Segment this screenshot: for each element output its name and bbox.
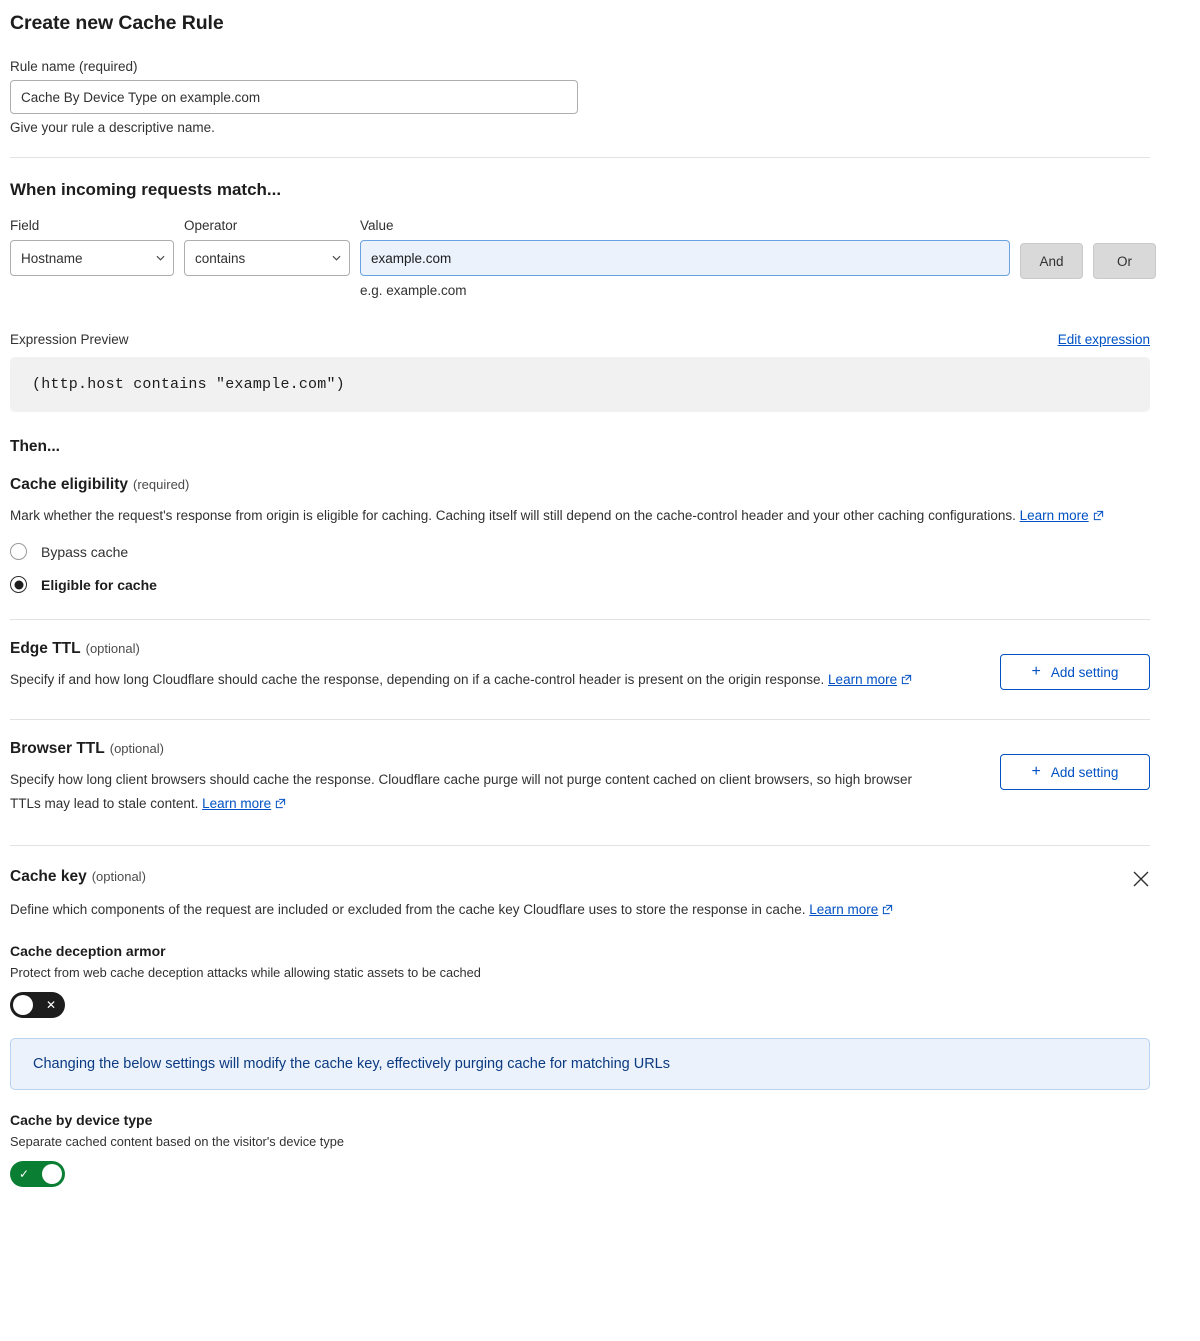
cache-deception-armor-toggle[interactable] <box>10 992 65 1018</box>
field-select-value: Hostname <box>21 250 83 266</box>
operator-select[interactable] <box>184 240 350 276</box>
edge-ttl-title: Edge TTL <box>10 640 81 658</box>
browser-ttl-description-text: Specify how long client browsers should cache the response. Cloudflare cache purge will not purge content cached on client browsers, so high browser TTLs may lead to stale content. <box>10 772 913 811</box>
plus-icon: + <box>1031 763 1041 781</box>
cache-key-title: Cache key <box>10 867 87 885</box>
toggle-knob <box>42 1164 62 1184</box>
value-column <box>360 218 1010 298</box>
operator-label: Operator <box>184 218 238 233</box>
operator-column <box>184 218 350 276</box>
plus-icon: + <box>1031 663 1041 681</box>
rule-name-label: Rule name (required) <box>10 59 138 74</box>
radio-bypass-cache[interactable] <box>10 543 1150 560</box>
radio-bypass-cache-label: Bypass cache <box>41 543 129 560</box>
radio-eligible-for-cache-indicator <box>10 576 27 593</box>
cache-by-device-type-title: Cache by device type <box>10 1112 153 1129</box>
operator-select-wrap <box>184 240 350 276</box>
or-button[interactable]: Or <box>1093 243 1156 279</box>
cache-key-title-group <box>10 868 146 886</box>
external-link-icon <box>901 674 912 685</box>
divider-after-edge-ttl <box>10 719 1150 720</box>
radio-eligible-for-cache[interactable] <box>10 576 1150 593</box>
edge-ttl-left <box>10 640 980 691</box>
cache-eligibility-learn-more-link[interactable]: Learn more <box>1019 508 1089 523</box>
toggle-on-icon: ✓ <box>19 1167 30 1182</box>
cache-key-learn-more-link[interactable]: Learn more <box>809 901 879 917</box>
edge-ttl-section <box>10 640 1150 691</box>
value-label: Value <box>360 218 394 233</box>
browser-ttl-add-setting-label: Add setting <box>1050 764 1119 780</box>
and-button[interactable]: And <box>1020 243 1083 279</box>
cache-eligibility-note: (required) <box>133 477 190 492</box>
rule-name-section <box>10 59 1150 135</box>
match-heading: When incoming requests match... <box>10 180 282 199</box>
expression-code: (http.host contains "example.com") <box>10 357 1150 412</box>
browser-ttl-header <box>10 740 980 758</box>
cache-key-section <box>10 868 1150 1187</box>
and-or-buttons <box>1020 218 1156 279</box>
match-builder-row <box>10 218 1150 298</box>
close-icon[interactable] <box>1132 870 1150 888</box>
edge-ttl-add-setting-label: Add setting <box>1050 664 1119 680</box>
expression-preview-section <box>10 332 1150 412</box>
edge-ttl-description <box>10 668 950 691</box>
toggle-off-icon: ✕ <box>45 998 56 1013</box>
browser-ttl-left <box>10 740 980 814</box>
external-link-icon <box>1093 510 1104 521</box>
divider-after-browser-ttl <box>10 845 1150 846</box>
cache-eligibility-title: Cache eligibility <box>10 476 129 493</box>
field-select[interactable] <box>10 240 174 276</box>
browser-ttl-note: (optional) <box>109 741 164 757</box>
then-heading: Then... <box>10 438 60 455</box>
operator-select-value: contains <box>195 250 246 266</box>
external-link-icon <box>275 798 286 809</box>
edge-ttl-add-setting-button[interactable] <box>1000 654 1150 690</box>
rule-name-help: Give your rule a descriptive name. <box>10 120 215 135</box>
browser-ttl-title: Browser TTL <box>10 740 105 758</box>
radio-eligible-for-cache-label: Eligible for cache <box>41 576 157 593</box>
radio-bypass-cache-indicator <box>10 543 27 560</box>
cache-eligibility-section <box>10 476 1150 593</box>
cache-key-header <box>10 868 1150 888</box>
cache-eligibility-header <box>10 476 1150 494</box>
cache-by-device-type-description: Separate cached content based on the visitor's device type <box>10 1134 344 1150</box>
edge-ttl-description-text: Specify if and how long Cloudflare should cache the response, depending on if a cache-control header is present on the origin response. <box>10 672 825 688</box>
toggle-knob <box>13 995 33 1015</box>
expression-header <box>10 332 1150 347</box>
cache-deception-armor-title: Cache deception armor <box>10 943 166 960</box>
edit-expression-link[interactable]: Edit expression <box>1057 332 1150 347</box>
divider-after-rule-name <box>10 157 1150 158</box>
browser-ttl-description <box>10 768 940 814</box>
browser-ttl-section <box>10 740 1150 814</box>
field-column <box>10 218 174 276</box>
rule-name-input[interactable] <box>10 80 578 114</box>
edge-ttl-learn-more-link[interactable]: Learn more <box>828 672 898 688</box>
field-select-wrap <box>10 240 174 276</box>
cache-eligibility-description-text: Mark whether the request's response from origin is eligible for caching. Caching itself will still depend on the cache-control header and your other caching configurations. <box>10 508 1016 523</box>
field-label: Field <box>10 218 40 233</box>
browser-ttl-add-setting-button[interactable] <box>1000 754 1150 790</box>
expression-preview-label: Expression Preview <box>10 332 129 347</box>
value-hint: e.g. example.com <box>360 283 467 298</box>
page-title: Create new Cache Rule <box>10 12 224 34</box>
divider-after-eligibility <box>10 619 1150 620</box>
browser-ttl-learn-more-link[interactable]: Learn more <box>202 795 272 811</box>
cache-key-info-banner: Changing the below settings will modify the cache key, effectively purging cache for matching URLs <box>10 1038 1150 1090</box>
cache-key-note: (optional) <box>91 868 146 884</box>
edge-ttl-note: (optional) <box>85 641 140 657</box>
create-cache-rule-page <box>0 12 1200 1187</box>
cache-eligibility-description <box>10 504 1150 527</box>
value-input[interactable] <box>360 240 1010 276</box>
cache-key-description-text: Define which components of the request are included or excluded from the cache key Cloudflare uses to store the response in cache. <box>10 901 806 917</box>
external-link-icon <box>882 904 893 915</box>
edge-ttl-header <box>10 640 980 658</box>
cache-deception-armor-description: Protect from web cache deception attacks while allowing static assets to be cached <box>10 965 481 981</box>
cache-key-description <box>10 898 1010 921</box>
cache-by-device-type-toggle[interactable] <box>10 1161 65 1187</box>
match-section <box>10 180 1150 298</box>
